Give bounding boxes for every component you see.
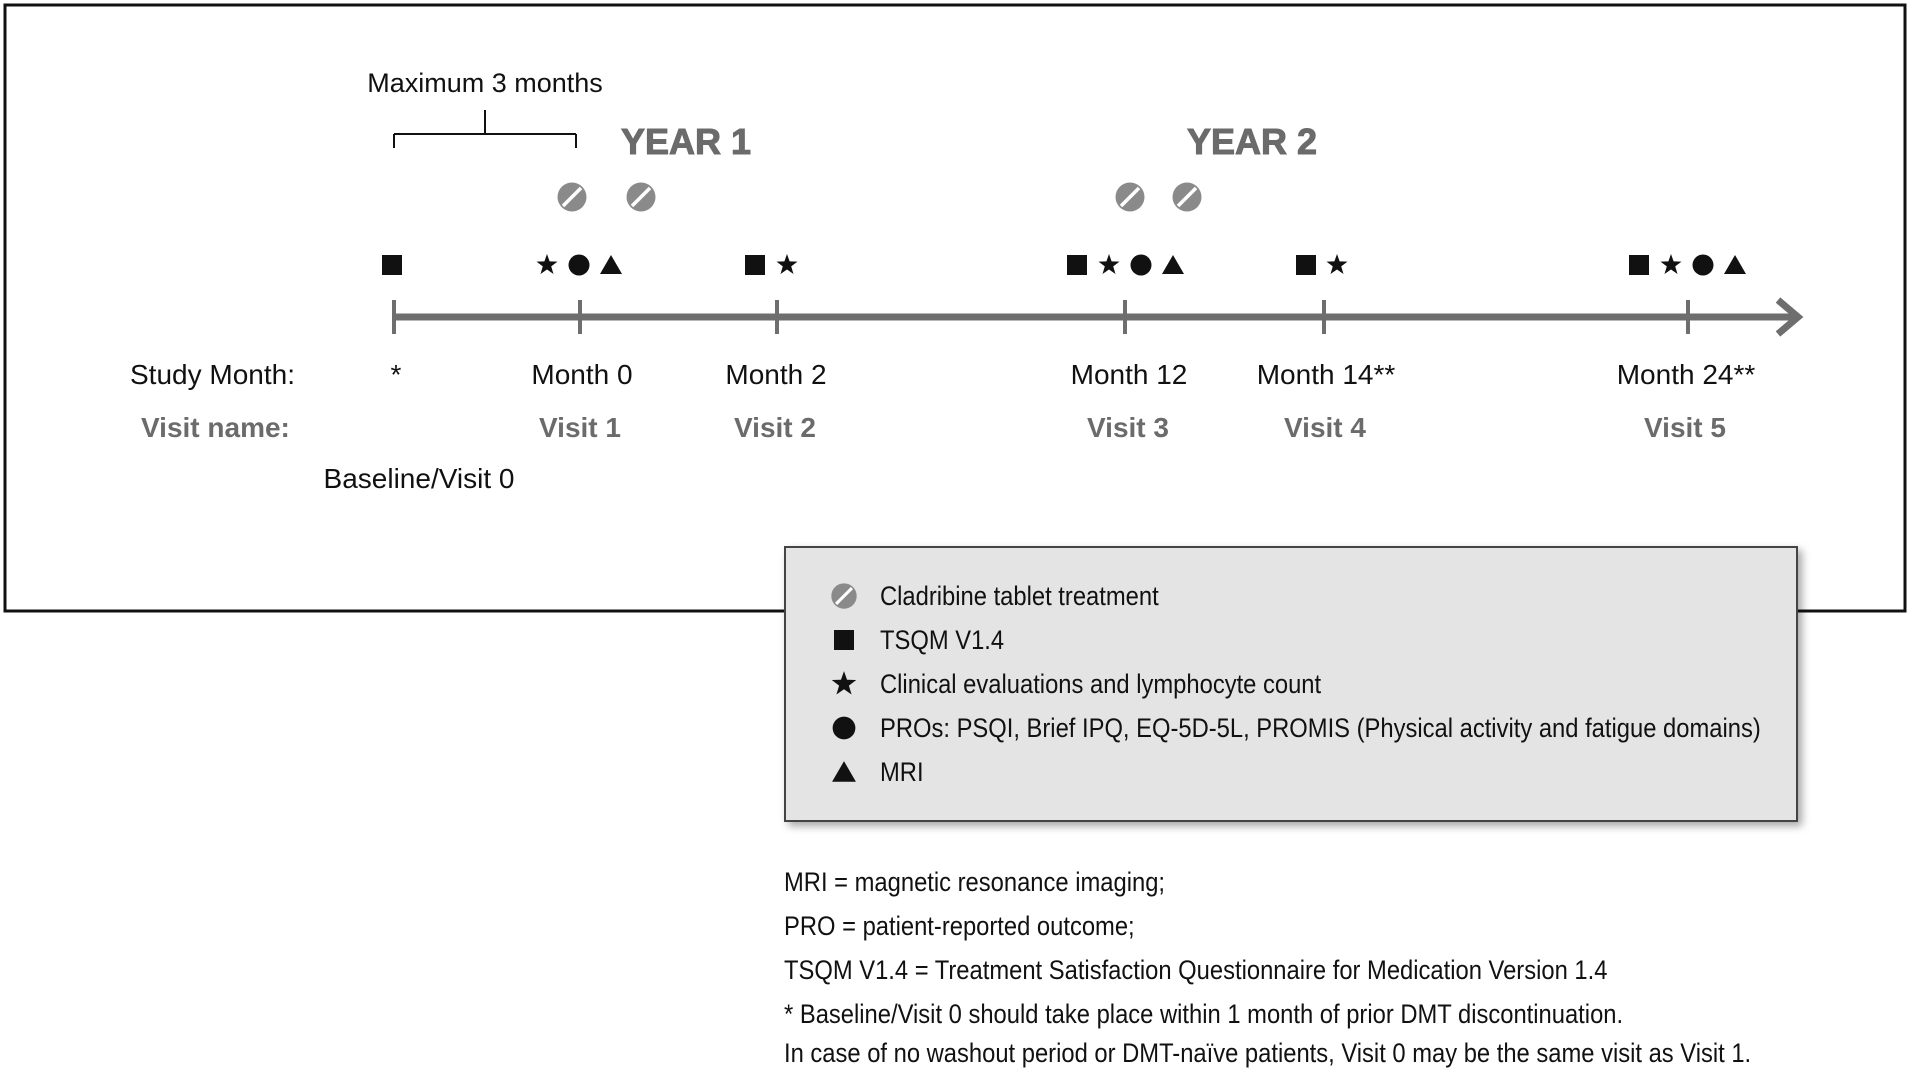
visit-label: Visit 4 [1284, 412, 1366, 443]
note-line [784, 860, 1894, 904]
note-text: PRO = patient-reported outcome; [784, 911, 1135, 941]
symbols-baseline [382, 255, 402, 275]
study-month-row-label: Study Month: [130, 359, 295, 390]
outer-frame [5, 5, 1905, 611]
note-text: MRI = magnetic resonance imaging; [784, 867, 1166, 897]
legend-label: Cladribine tablet treatment [880, 580, 1159, 611]
pro-circle-icon [569, 255, 590, 276]
note-text: In case of no washout period or DMT-naïve patients, Visit 0 may be the same visit as Visit 1. [784, 1038, 1752, 1068]
month-label: Month 24** [1616, 359, 1756, 390]
month-label: Month 14** [1256, 359, 1396, 390]
cladribine-icon [627, 183, 656, 212]
clinical-star-icon [824, 666, 864, 702]
pro-circle-icon [824, 710, 864, 746]
legend-item-tsqm [824, 622, 1021, 658]
note-line [784, 992, 1894, 1036]
note-line [784, 948, 1894, 992]
note-line [784, 904, 1894, 948]
visit-name-row-label: Visit name: [141, 412, 290, 443]
mri-triangle-icon [824, 754, 864, 790]
note-line [784, 1036, 1894, 1070]
cladribine-icon [1173, 183, 1202, 212]
visit-label: Visit 2 [734, 412, 816, 443]
tsqm-square-icon [745, 255, 765, 275]
tsqm-square-icon [382, 255, 402, 275]
visit-label: Visit 1 [539, 412, 621, 443]
cladribine-icon [1116, 183, 1145, 212]
year-label-2: YEAR 2 [1186, 121, 1318, 162]
month-label: * [390, 359, 402, 390]
month-label: Month 12 [1070, 359, 1188, 390]
legend-label: Clinical evaluations and lymphocyte count [880, 668, 1322, 699]
cladribine-icon [824, 578, 864, 614]
tsqm-square-icon [1296, 255, 1316, 275]
note-text: * Baseline/Visit 0 should take place within 1 month of prior DMT discontinuation. [784, 999, 1624, 1029]
pro-circle-icon [1693, 255, 1714, 276]
year-label-1: YEAR 1 [620, 121, 752, 162]
tsqm-square-icon [1629, 255, 1649, 275]
legend-label: TSQM V1.4 [880, 624, 1005, 655]
legend-label: MRI [880, 756, 924, 787]
month-label: Month 2 [725, 359, 827, 390]
baseline-visit-label: Baseline/Visit 0 [323, 463, 515, 494]
legend-item-mri [824, 754, 930, 790]
legend-item-cladribine [824, 578, 1197, 614]
legend-item-pro [824, 710, 1881, 746]
cladribine-icon [558, 183, 587, 212]
visit-label: Visit 3 [1087, 412, 1169, 443]
pro-circle-icon [1131, 255, 1152, 276]
legend-box [784, 546, 1798, 822]
abbreviation-notes [784, 860, 1894, 1070]
note-text: TSQM V1.4 = Treatment Satisfaction Questionnaire for Medication Version 1.4 [784, 955, 1608, 985]
visit-label: Visit 5 [1644, 412, 1726, 443]
bracket-label: Maximum 3 months [367, 68, 603, 98]
legend-label: PROs: PSQI, Brief IPQ, EQ-5D-5L, PROMIS (Physical activity and fatigue domains) [880, 712, 1761, 743]
tsqm-square-icon [824, 622, 864, 658]
legend-item-clinical [824, 666, 1381, 702]
tsqm-square-icon [1067, 255, 1087, 275]
month-label: Month 0 [531, 359, 633, 390]
